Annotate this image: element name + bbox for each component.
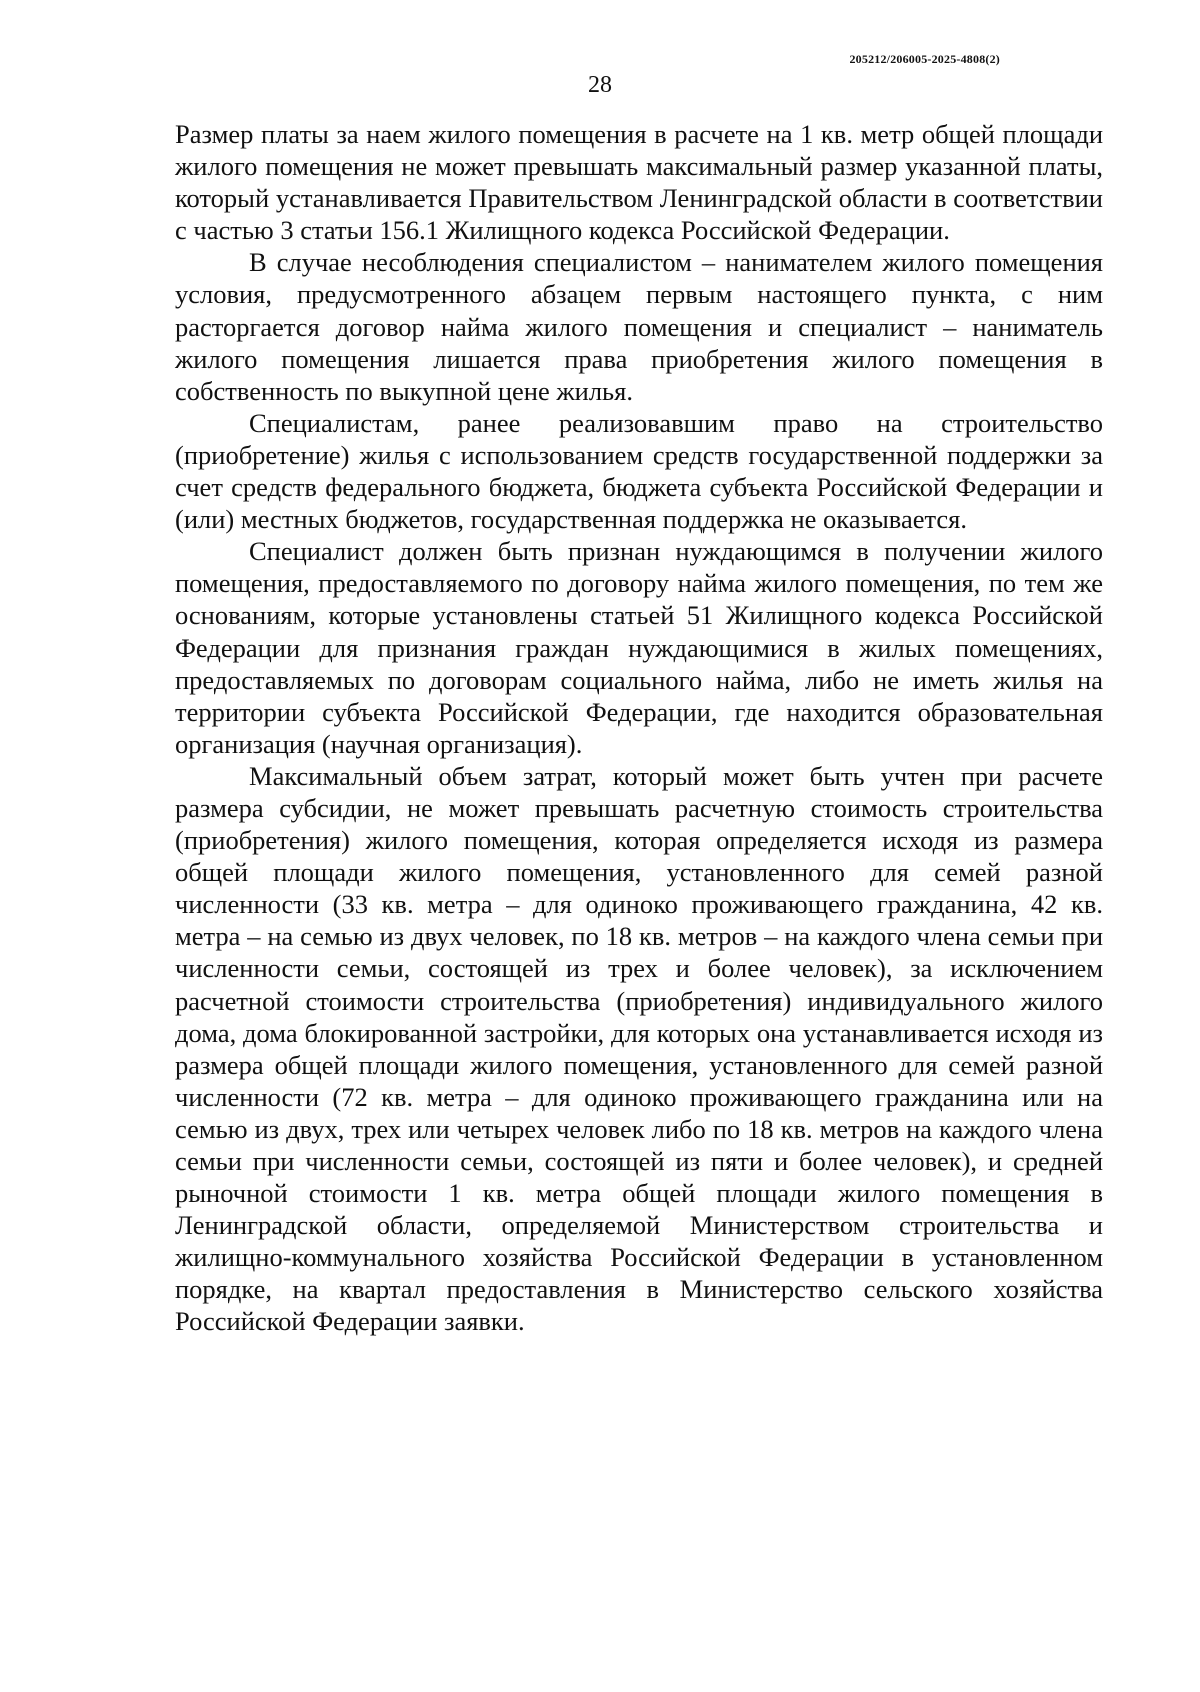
paragraph-2: В случае несоблюдения специалистом – нанимателем жилого помещения условия, предусмотренного абзацем первым настоящего пункта, с ним расторгается договор найма жилого помещения и специалист – наниматель жилого помещения лишается права приобретения жилого помещения в собственность по выкупной цене жилья. xyxy=(175,247,1103,406)
page-number: 28 xyxy=(588,72,612,98)
paragraph-3: Специалистам, ранее реализовавшим право на строительство (приобретение) жилья с использованием средств государственной поддержки за счет средств федерального бюджета, бюджета субъекта Российской Федерации и (или) местных бюджетов, государственная поддержка не оказывается. xyxy=(175,407,1103,535)
paragraph-1: Размер платы за наем жилого помещения в расчете на 1 кв. метр общей площади жилого помещения не может превышать максимальный размер указанной платы, который устанавливается Правительством Ленинградской области в соответствии с частью 3 статьи 156.1 Жилищного кодекса Российской Федерации. xyxy=(175,119,1103,246)
paragraph-5: Максимальный объем затрат, который может быть учтен при расчете размера субсидии, не может превышать расчетную стоимость строительства (приобретения) жилого помещения, которая определяется исходя из размера общей площади жилого помещения, установленного для семей разной численности (33 кв. метра – для одиноко проживающего гражданина, 42 кв. метра – на семью из двух человек, по 18 кв. метров – на каждого члена семьи при численности семьи, состоящей из трех и более человек), за исключением расчетной стоимости строительства (приобретения) индивидуального жилого дома, дома блокированной застройки, для которых она устанавливается исходя из размера общей площади жилого помещения, установленного для семей разной численности (72 кв. метра – для одиноко проживающего гражданина или на семью из двух, трех или четырех человек либо по 18 кв. метров на каждого члена семьи при численности семьи, состоящей из пяти и более человек), и средней рыночной стоимости 1 кв. метра общей площади жилого помещения в Ленинградской области, определяемой Министерством строительства и жилищно-коммунального хозяйства Российской Федерации в установленном порядке, на квартал предоставления в Министерство сельского хозяйства Российской Федерации заявки. xyxy=(175,760,1103,1337)
document-body xyxy=(175,118,1103,1338)
document-code: 205212/206005-2025-4808(2) xyxy=(849,52,1000,66)
paragraph-4: Специалист должен быть признан нуждающимся в получении жилого помещения, предоставляемого по договору найма жилого помещения, по тем же основаниям, которые установлены статьей 51 Жилищного кодекса Российской Федерации для признания граждан нуждающимися в жилых помещениях, предоставляемых по договорам социального найма, либо не иметь жилья на территории субъекта Российской Федерации, где находится образовательная организация (научная организация). xyxy=(175,536,1103,759)
